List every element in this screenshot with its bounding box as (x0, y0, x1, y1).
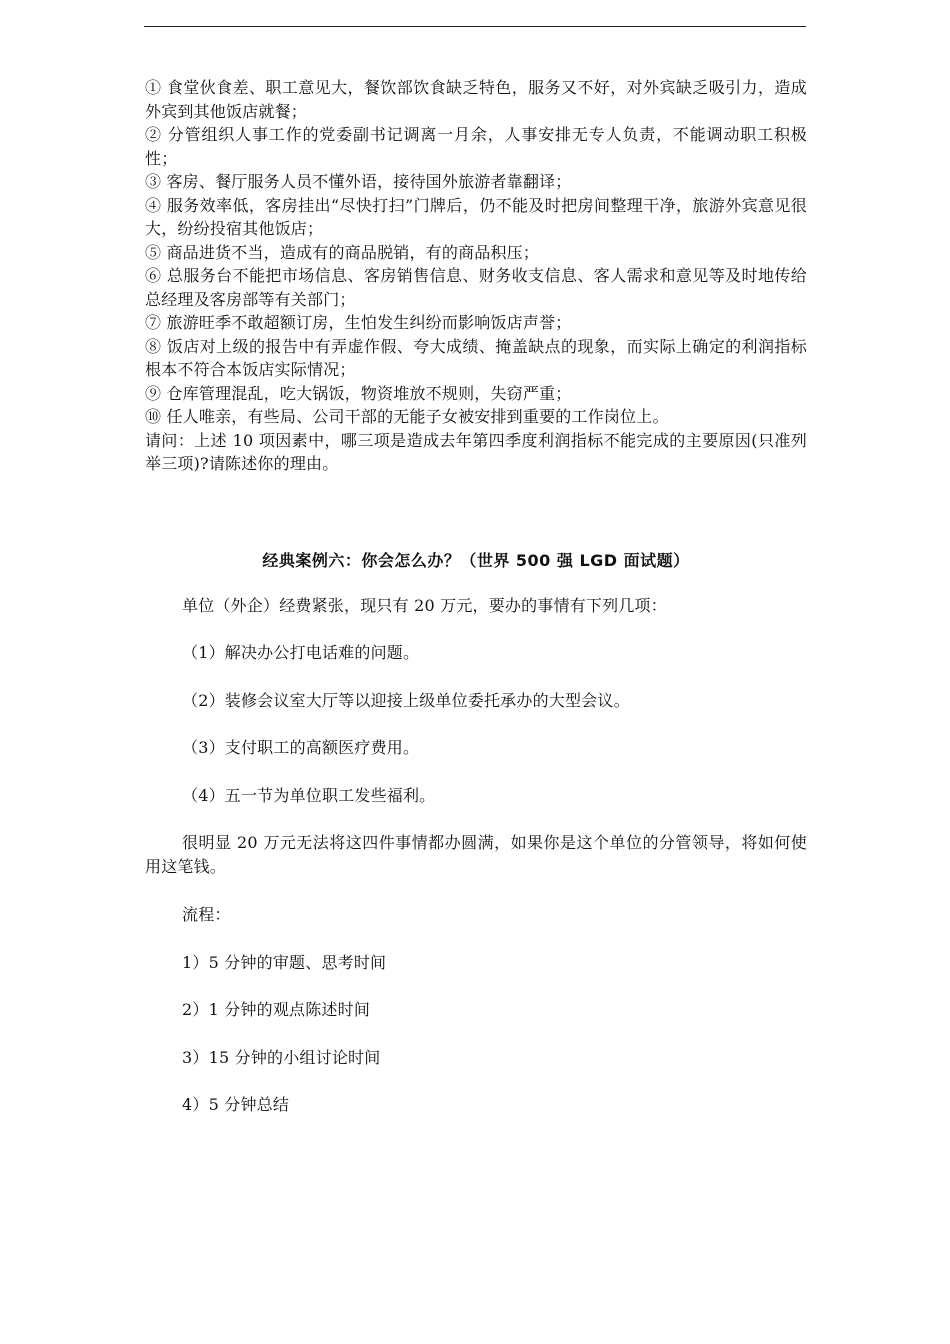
factor-item-8: ⑧ 饭店对上级的报告中有弄虚作假、夸大成绩、掩盖缺点的现象，而实际上确定的利润指标根本不符合本饭店实际情况； (145, 336, 807, 379)
factor-item-6: ⑥ 总服务台不能把市场信息、客房销售信息、财务收支信息、客人需求和意见等及时地传给总经理及客房部等有关部门； (145, 266, 807, 309)
factor-item-7: ⑦ 旅游旺季不敢超额订房，生怕发生纠纷而影响饭店声誉； (145, 313, 572, 332)
process-step-4: 4）5 分钟总结 (182, 1095, 290, 1114)
question-text: 请问：上述 10 项因素中，哪三项是造成去年第四季度利润指标不能完成的主要原因(只准列举三项)?请陈述你的理由。 (145, 430, 807, 473)
process-step-2: 2）1 分钟的观点陈述时间 (182, 1000, 371, 1019)
document-body (145, 76, 807, 1117)
process-step-3: 3）15 分钟的小组讨论时间 (182, 1047, 381, 1067)
factor-item-4: ④ 服务效率低，客房挂出“尽快打扫”门牌后，仍不能及时把房间整理干净，旅游外宾意见很大，纷纷投宿其他饭店； (145, 195, 807, 238)
case-intro: 单位（外企）经费紧张，现只有 20 万元，要办的事情有下列几项： (182, 595, 667, 615)
task-item-2: （2）装修会议室大厅等以迎接上级单位委托承办的大型会议。 (182, 690, 630, 710)
factor-item-10: ⑩ 任人唯亲，有些局、公司干部的无能子女被安排到重要的工作岗位上。 (145, 407, 669, 426)
task-item-3: （3）支付职工的高额医疗费用。 (182, 738, 420, 757)
factor-item-3: ③ 客房、餐厅服务人员不懂外语，接待国外旅游者靠翻译； (145, 172, 572, 191)
factor-item-2: ② 分管组织人事工作的党委副书记调离一月余，人事安排无专人负责，不能调动职工积极性； (145, 125, 807, 168)
task-item-1: （1）解决办公打电话难的问题。 (182, 643, 420, 662)
process-step-1: 1）5 分钟的审题、思考时间 (182, 952, 387, 972)
task-item-4: （4）五一节为单位职工发些福利。 (182, 785, 436, 805)
factor-list (145, 76, 807, 476)
factor-item-9: ⑨ 仓库管理混乱，吃大锅饭，物资堆放不规则，失窃严重； (145, 383, 572, 403)
factor-item-1: ① 食堂伙食差、职工意见大，餐饮部饮食缺乏特色，服务又不好，对外宾缺乏吸引力，造成外宾到其他饭店就餐； (145, 78, 807, 121)
case-title: 经典案例六：你会怎么办？（世界 500 强 LGD 面试题） (262, 550, 690, 570)
process-label: 流程： (182, 905, 231, 924)
header-rule (144, 26, 806, 27)
case-prompt: 很明显 20 万元无法将这四件事情都办圆满，如果你是这个单位的分管领导，将如何使用这笔钱。 (145, 833, 807, 876)
factor-item-5: ⑤ 商品进货不当，造成有的商品脱销，有的商品积压； (145, 242, 540, 262)
